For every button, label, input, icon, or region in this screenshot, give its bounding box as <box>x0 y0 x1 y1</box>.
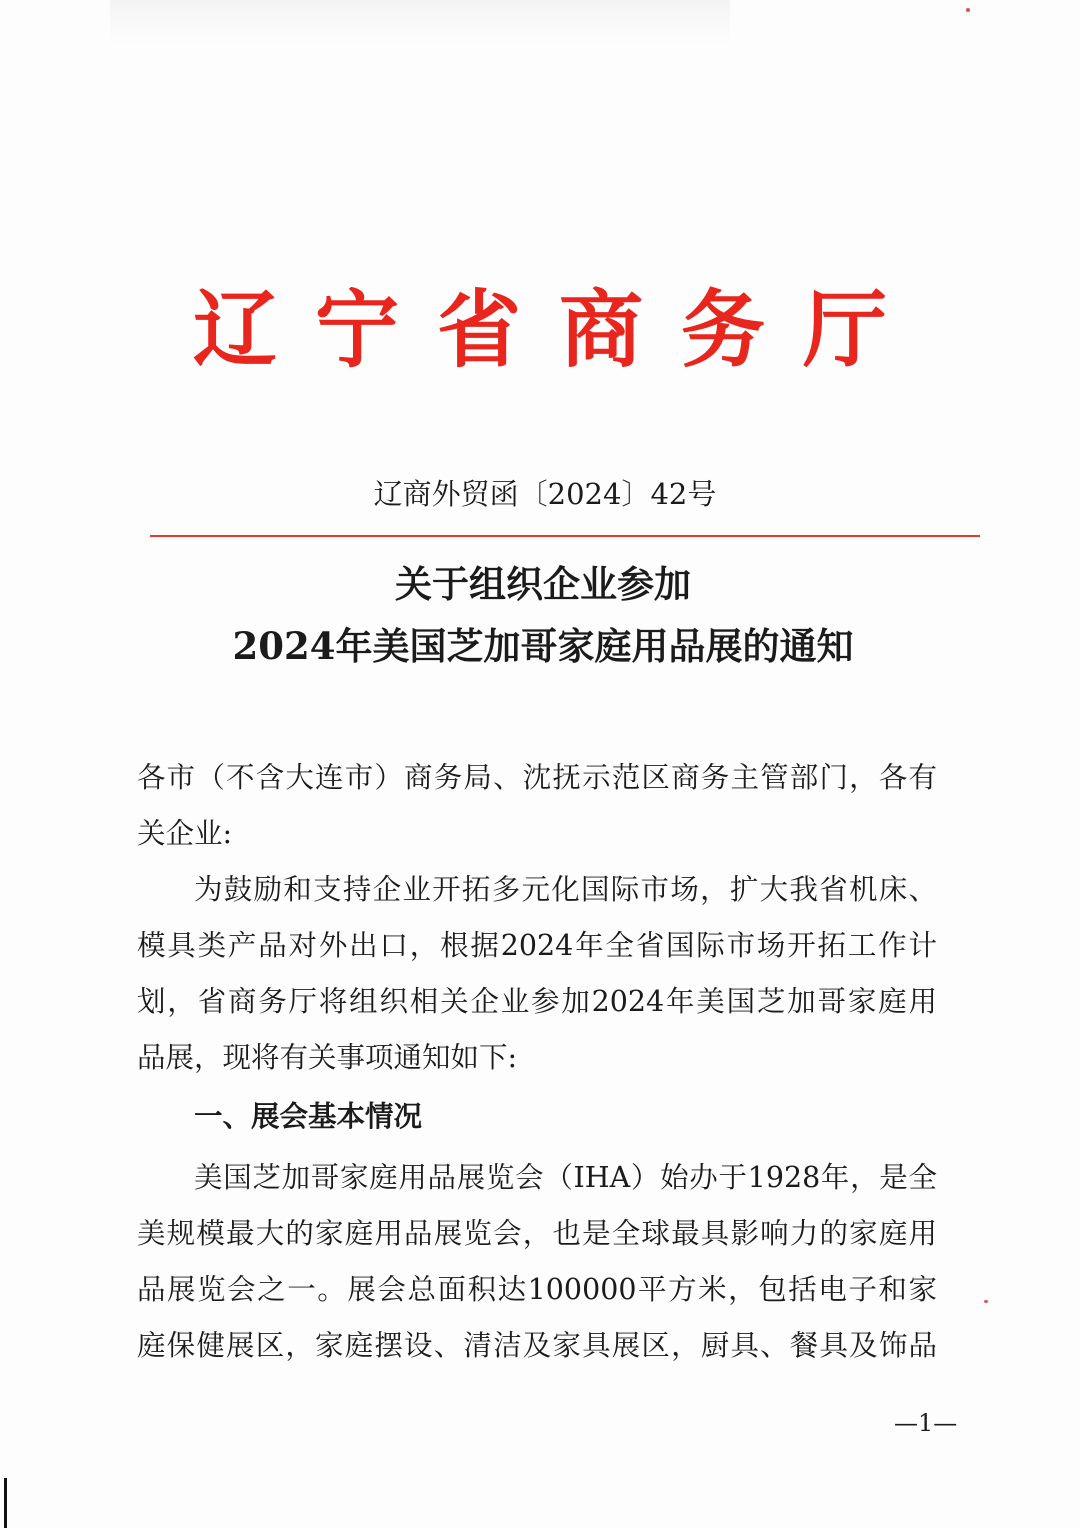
addressee-line-1: 各市（不含大连市）商务局、沈抚示范区商务主管部门，各有 <box>137 761 937 794</box>
paragraph-1-line-1: 为鼓励和支持企业开拓多元化国际市场，扩大我省机床、 <box>194 873 937 906</box>
paragraph-2-line-3: 品展览会之一。展会总面积达100000平方米，包括电子和家 <box>137 1273 937 1306</box>
paragraph-1-line-4: 品展，现将有关事项通知如下: <box>137 1041 518 1074</box>
scan-speck <box>966 8 970 12</box>
scan-speck <box>984 1300 988 1303</box>
agency-header: 辽宁省商务厅 <box>192 280 925 379</box>
paragraph-2-line-2: 美规模最大的家庭用品展览会，也是全球最具影响力的家庭用 <box>137 1217 937 1250</box>
document-title-line-1: 关于组织企业参加 <box>395 562 691 606</box>
scan-margin-mark <box>4 1478 7 1528</box>
document-title-line-2: 2024年美国芝加哥家庭用品展的通知 <box>232 624 854 668</box>
section-1-heading: 一、展会基本情况 <box>194 1099 423 1133</box>
paragraph-1-line-2: 模具类产品对外出口，根据2024年全省国际市场开拓工作计 <box>137 929 937 962</box>
document-number: 辽商外贸函〔2024〕42号 <box>373 477 717 511</box>
paragraph-1-line-3: 划，省商务厅将组织相关企业参加2024年美国芝加哥家庭用 <box>137 985 937 1018</box>
page-number: —1— <box>894 1409 958 1437</box>
paragraph-2-line-4: 庭保健展区，家庭摆设、清洁及家具展区，厨具、餐具及饰品 <box>137 1329 937 1362</box>
addressee-line-2: 关企业: <box>137 817 233 850</box>
paragraph-2-line-1: 美国芝加哥家庭用品展览会（IHA）始办于1928年，是全 <box>194 1161 937 1194</box>
red-divider-rule <box>150 535 980 537</box>
scan-bleed <box>110 0 730 44</box>
